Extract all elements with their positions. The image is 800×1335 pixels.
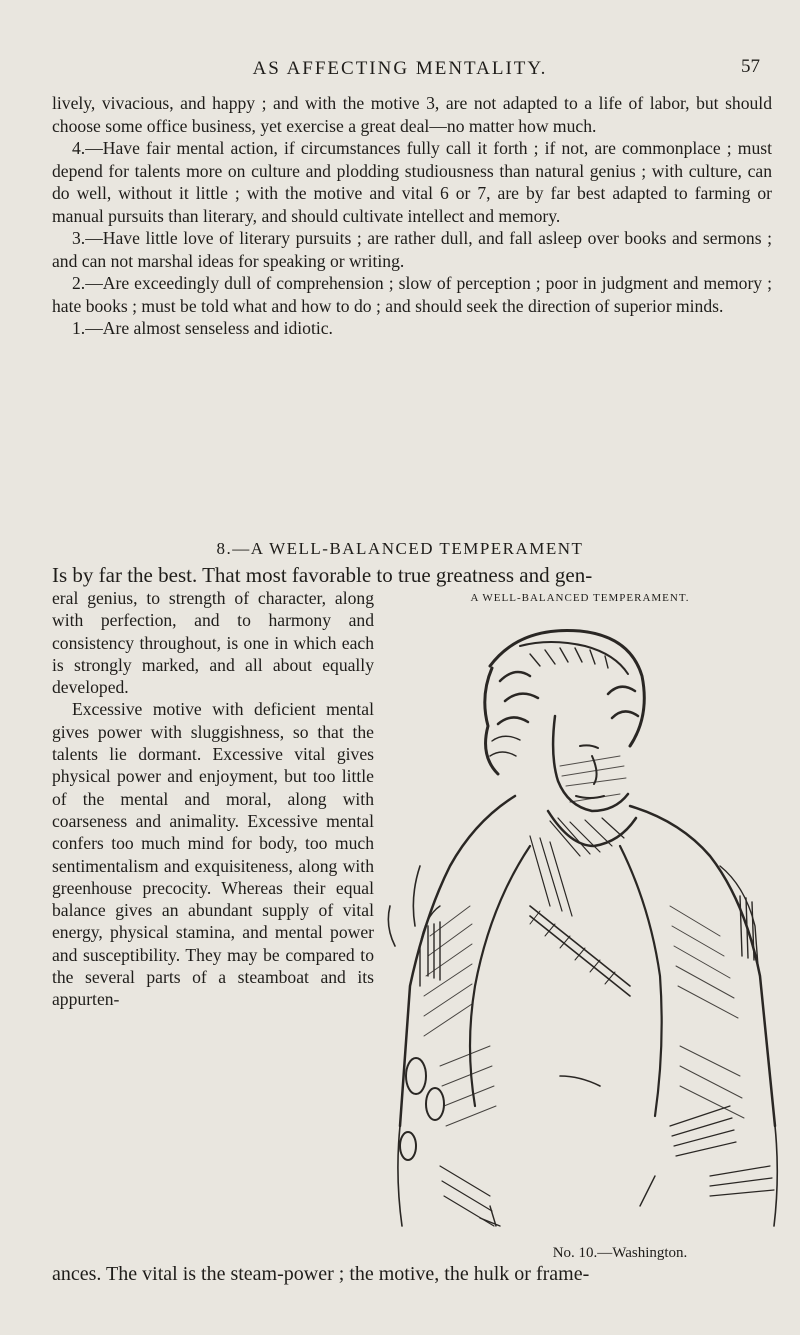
epaulette-left [420, 906, 440, 986]
page-number: 57 [741, 56, 760, 77]
paragraph-excessive: Excessive motive with deficient mental gives power with sluggishness, so that the talents lie dormant. Excessive vital gives physical power and enjoyment, but too little of the mental and moral, along with coarseness and animality. Excessive mental confers too much mind for body, too much sentimentalism and exquisiteness, along with greenhouse precocity. Whereas their equal balance gives an abundant supply of vital energy, physical stamina, and mental power and susceptibility. They may be compared to the several parts of a steamboat and its appurten- [52, 699, 374, 1010]
left-column-text [52, 587, 374, 1011]
paragraph-rank-3: 3.—Have little love of literary pursuits ; are rather dull, and fall asleep over books and sermons ; and can not marshal ideas for speaking or writing. [52, 228, 772, 271]
hair-curls [490, 630, 644, 746]
face-outline [553, 716, 628, 811]
section-lead-line: Is by far the best. That most favorable to true greatness and gen- [52, 563, 593, 587]
coat-outline [400, 796, 515, 1126]
figure-caption: No. 10.—Washington. [552, 1245, 688, 1261]
paragraph-lively: lively, vivacious, and happy ; and with the motive 3, are not adapted to a life of labor, but should choose some office business, yet exercise a great deal—no matter how much. [52, 93, 772, 136]
section-heading: 8.—A WELL-BALANCED TEMPERAMENT [216, 539, 584, 558]
figure-title: A WELL-BALANCED TEMPERAMENT. [470, 592, 690, 604]
running-title: AS AFFECTING MENTALITY. [252, 58, 548, 79]
paragraph-rank-4: 4.—Have fair mental action, if circumstances fully call it forth ; if not, are commonplace ; must depend for talents more on culture and plodding studiousness than natural genius ; with culture, can do well, without it little ; with the motive and vital 6 or 7, are by far best adapted to farming or manual pursuits than literary, and should cultivate intellect and memory. [52, 138, 772, 226]
final-line: ances. The vital is the steam-power ; the motive, the hulk or frame- [52, 1263, 590, 1285]
paragraph-rank-1: 1.—Are almost senseless and idiotic. [72, 318, 333, 338]
engraved-portrait-icon [380, 606, 790, 1242]
upper-text-block [52, 92, 772, 340]
paragraph-balanced: eral genius, to strength of character, along with perfection, and to harmony and consistency throughout, is one in which each is strongly marked, and all about equally developed. [52, 588, 374, 698]
paragraph-rank-2: 2.—Are exceedingly dull of comprehension ; slow of perception ; poor in judgment and memory ; hate books ; must be told what and how to do ; and should seek the direction of superior minds. [52, 273, 772, 316]
cravat [548, 811, 636, 846]
